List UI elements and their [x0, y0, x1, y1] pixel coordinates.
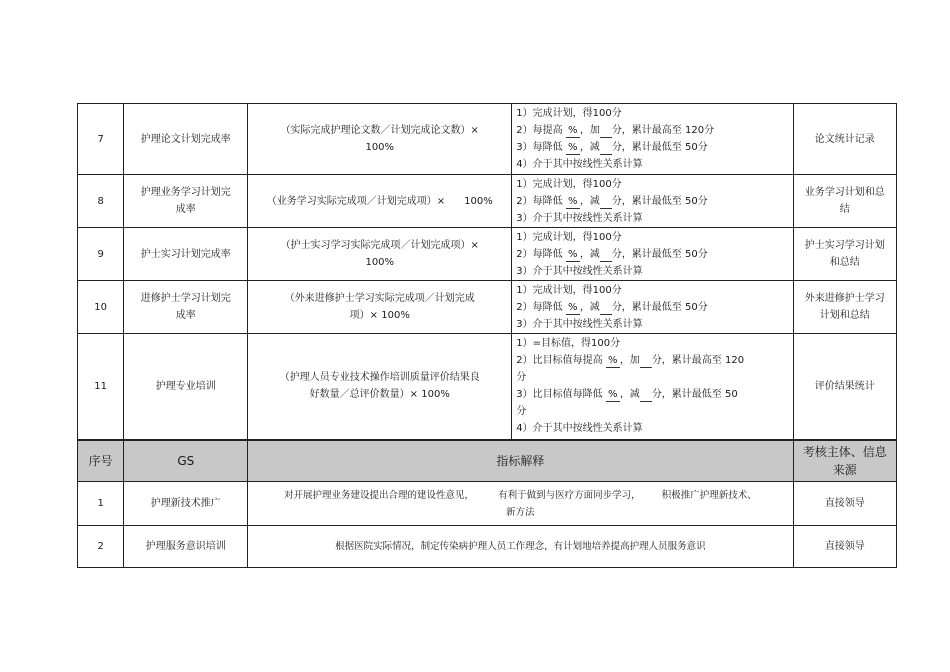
- rule-line: 分: [516, 372, 527, 384]
- points-blank: [600, 196, 612, 209]
- formula: [248, 334, 512, 440]
- assessment-table-sheet: [77, 103, 897, 568]
- rule-line: 3）介于其中按线性关系计算: [516, 212, 643, 224]
- rule-text: 3）比目标值每降低: [516, 389, 606, 401]
- formula-line: 100%: [365, 142, 395, 153]
- rule-text: 2）每降低: [516, 248, 566, 260]
- table-row: [78, 228, 897, 281]
- scoring-rules: [512, 175, 793, 228]
- table-row: [78, 281, 897, 334]
- source: [793, 175, 896, 228]
- explanation-line: 对开展护理业务建设提出合理的建设性意见， 有利于做到与医疗方面同步学习， 积极推广护理新技术、: [283, 489, 757, 501]
- rule-line: 3）介于其中按线性关系计算: [516, 318, 643, 330]
- percent-blank: %: [566, 142, 580, 155]
- top-rows: [78, 104, 897, 334]
- formula: [248, 228, 512, 281]
- section-header-row: [78, 440, 897, 482]
- rule-text: ，加: [579, 125, 600, 136]
- rule-line: [516, 193, 788, 210]
- formula: [248, 104, 512, 175]
- header-number: 序号: [78, 440, 124, 482]
- formula: [248, 175, 512, 228]
- rule-text: ，加: [619, 355, 640, 367]
- formula-line: 100%: [365, 257, 395, 268]
- source: 直接领导: [793, 526, 896, 568]
- formula-line: （业务学习实际完成项／计划完成项）× 100%: [266, 195, 493, 207]
- points-blank: [640, 389, 652, 402]
- rule-line: 1）完成计划，得100分: [516, 178, 622, 190]
- indicator-name: [124, 281, 248, 334]
- rule-line: 4）介于其中按线性关系计算: [516, 159, 643, 170]
- header-source-line: 来源: [832, 462, 857, 477]
- rule-line: 1）=目标值，得100分: [516, 338, 621, 350]
- explanation-line: 新方法: [506, 506, 535, 518]
- rule-text: ，减: [579, 301, 600, 313]
- table-row: [78, 104, 897, 175]
- indicator-name-line: 成率: [175, 204, 196, 215]
- rule-text: 3）每降低: [516, 142, 566, 153]
- rule-line: [516, 246, 788, 263]
- table-row: [78, 482, 897, 526]
- rule-line: [516, 122, 788, 139]
- percent-blank: %: [566, 196, 580, 209]
- rule-line: 1）完成计划，得100分: [516, 108, 622, 119]
- formula-line: （护士实习学习实际完成项／计划完成项）×: [280, 240, 479, 251]
- row-number: 1: [78, 482, 124, 526]
- formula-line: 项）× 100%: [349, 310, 410, 321]
- indicator-name-line: 护理业务学习计划完: [140, 187, 231, 198]
- rule-line: 3）介于其中按线性关系计算: [516, 265, 643, 277]
- indicator-name: [124, 104, 248, 175]
- points-blank: [600, 142, 612, 155]
- rule-line: [516, 299, 788, 316]
- table-row: [78, 175, 897, 228]
- table-row: [78, 334, 897, 440]
- row-number: 8: [78, 175, 124, 228]
- rule-text: 2）每提高: [516, 125, 566, 136]
- rule-text: 分，累计最低至 50: [651, 389, 738, 401]
- formula-line: 好数量／总评价数量）× 100%: [309, 389, 450, 401]
- explanation-line: 根据医院实际情况，制定传染病护理人员工作理念，有计划地培养提高护理人员服务意识: [335, 541, 706, 552]
- indicator-name: [124, 228, 248, 281]
- indicator-explanation: [248, 526, 793, 568]
- rule-text: 2）每降低: [516, 301, 566, 313]
- source-line: 结: [839, 204, 850, 215]
- rule-text: 分，累计最低至 50分: [611, 142, 708, 153]
- section-header-body: [78, 440, 897, 482]
- bottom-rows: [78, 482, 897, 568]
- indicator-name: 护理专业培训: [124, 334, 248, 440]
- header-source: [793, 440, 896, 482]
- rule-line: 1）完成计划，得100分: [516, 231, 622, 243]
- source-line: 论文统计记录: [814, 133, 875, 145]
- rule-text: ，减: [579, 142, 600, 153]
- rule-text: 分，累计最低至 50分: [611, 248, 708, 260]
- rule-text: ，减: [619, 389, 640, 401]
- points-blank: [600, 302, 612, 315]
- scoring-rules: [512, 334, 793, 440]
- rule-text: ，减: [579, 248, 600, 260]
- indicator-name-line: 进修护士学习计划完: [140, 293, 231, 304]
- source-line: 护士实习学习计划: [804, 240, 885, 251]
- row-number: 7: [78, 104, 124, 175]
- source: [793, 228, 896, 281]
- rule-line: 分: [516, 406, 527, 418]
- source: [793, 104, 896, 175]
- header-source-line: 考核主体、信息: [802, 444, 887, 459]
- rule-text: 2）每降低: [516, 195, 566, 207]
- formula-line: （外来进修护士学习实际完成项／计划完成: [284, 293, 475, 304]
- points-blank: [600, 249, 612, 262]
- percent-blank: %: [566, 125, 580, 138]
- source-line: 计划和总结: [819, 310, 870, 321]
- rule-text: ，减: [579, 195, 600, 207]
- scoring-rules: [512, 228, 793, 281]
- indicator-name-line: 护理论文计划完成率: [140, 133, 231, 145]
- indicator-name: 护理新技术推广: [124, 482, 248, 526]
- rule-line: [516, 352, 788, 369]
- source: 直接领导: [793, 482, 896, 526]
- rule-text: 分，累计最高至 120: [651, 355, 745, 367]
- assessment-table: [77, 103, 897, 568]
- row-11-body: [78, 334, 897, 440]
- row-number: 11: [78, 334, 124, 440]
- source-line: 业务学习计划和总: [804, 187, 885, 198]
- rule-line: 1）完成计划，得100分: [516, 284, 622, 296]
- rule-line: 4）介于其中按线性关系计算: [516, 423, 643, 435]
- header-explanation: 指标解释: [248, 440, 793, 482]
- percent-blank: %: [566, 302, 580, 315]
- percent-blank: %: [606, 389, 620, 402]
- row-number: 2: [78, 526, 124, 568]
- indicator-name-line: 成率: [175, 310, 196, 321]
- indicator-name: 护理服务意识培训: [124, 526, 248, 568]
- source: 评价结果统计: [793, 334, 896, 440]
- row-number: 9: [78, 228, 124, 281]
- rule-text: 分，累计最低至 50分: [611, 301, 708, 313]
- source-line: 外来进修护士学习: [804, 293, 885, 304]
- row-number: 10: [78, 281, 124, 334]
- table-row: [78, 526, 897, 568]
- source-line: 和总结: [829, 257, 860, 268]
- points-blank: [600, 125, 612, 138]
- rule-line: [516, 139, 788, 156]
- rule-text: 分，累计最高至 120分: [611, 125, 715, 136]
- rule-text: 2）比目标值每提高: [516, 355, 606, 367]
- points-blank: [640, 355, 652, 368]
- formula-line: （护理人员专业技术操作培训质量评价结果良: [279, 372, 480, 384]
- indicator-name-line: 护士实习计划完成率: [140, 248, 231, 260]
- indicator-explanation: [248, 482, 793, 526]
- indicator-name: [124, 175, 248, 228]
- rule-line: [516, 386, 788, 403]
- percent-blank: %: [566, 249, 580, 262]
- source: [793, 281, 896, 334]
- scoring-rules: [512, 281, 793, 334]
- formula-line: （实际完成护理论文数／计划完成论文数）×: [280, 125, 479, 136]
- formula: [248, 281, 512, 334]
- rule-text: 分，累计最低至 50分: [611, 195, 708, 207]
- percent-blank: %: [606, 355, 620, 368]
- scoring-rules: [512, 104, 793, 175]
- header-gs: GS: [124, 440, 248, 482]
